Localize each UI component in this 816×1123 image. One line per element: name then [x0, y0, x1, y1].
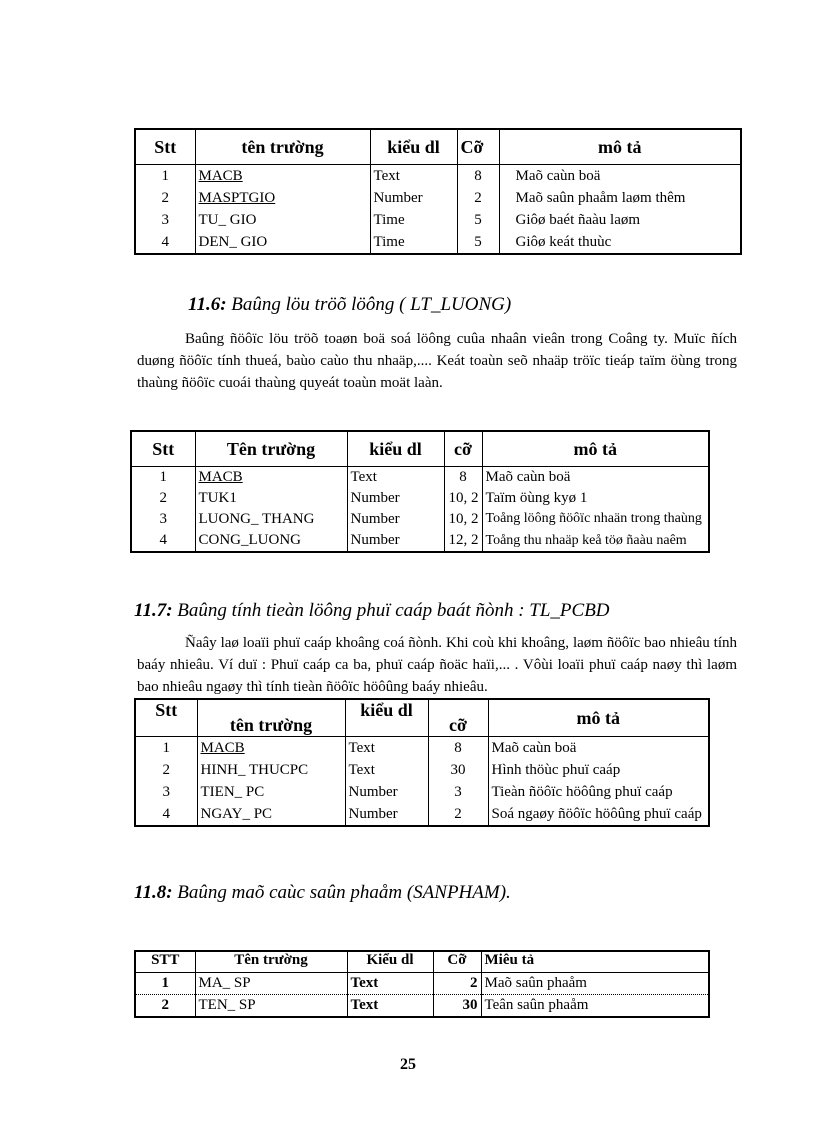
table-row — [135, 995, 709, 1018]
header-desc: Miêu tả — [481, 951, 709, 973]
cell: Text — [370, 165, 457, 188]
cell: TUK1 — [195, 488, 347, 509]
cell: MACB — [197, 737, 345, 760]
section-paragraph: Baûng ñöôïc löu tröõ toaøn boä soá löông cuûa nhaân vieân trong Coâng ty. Muïc ñích duøng ñöôïc tính thueá, baùo caùo thu nhaäp,.... Keát toaùn seõ nhaäp tröïc tieáp taïm öùng trong thaùng ñöôïc cuoái thaùng quyeát toaùn moät laàn. — [137, 331, 737, 391]
cell: HINH_ THUCPC — [197, 759, 345, 781]
table-3 — [134, 698, 710, 827]
cell: 2 — [131, 488, 195, 509]
cell: Maõ caùn boä — [491, 740, 577, 756]
cell: 10, 2 — [444, 509, 482, 530]
header-stt: Stt — [135, 129, 195, 165]
table-1 — [134, 128, 742, 255]
section-heading-11-8 — [134, 882, 511, 904]
header-size: cỡ — [428, 699, 488, 737]
cell: LUONG_ THANG — [195, 509, 347, 530]
header-desc: mô tả — [488, 699, 709, 737]
cell: Time — [370, 209, 457, 231]
header-size: cỡ — [444, 431, 482, 467]
cell: 2 — [135, 995, 195, 1018]
table-row — [135, 759, 709, 781]
cell: Maõ caùn boä — [515, 168, 601, 184]
table-header — [135, 951, 709, 973]
cell: Number — [370, 187, 457, 209]
section-title: Baûng maõ caùc saûn phaåm (SANPHAM). — [177, 882, 511, 903]
cell: 2 — [433, 973, 481, 995]
header-stt: Stt — [135, 699, 197, 737]
cell: Toång löông ñöôïc nhaän trong thaùng — [485, 511, 702, 526]
table-row — [131, 509, 709, 530]
cell: 2 — [135, 187, 195, 209]
cell: Text — [345, 759, 428, 781]
cell: Number — [345, 781, 428, 803]
table-row — [135, 973, 709, 995]
table-row — [135, 165, 741, 188]
table-header — [135, 129, 741, 165]
cell: Time — [370, 231, 457, 254]
cell: TU_ GIO — [195, 209, 370, 231]
header-desc: mô tả — [499, 129, 741, 165]
cell: Text — [347, 467, 444, 489]
cell: Number — [347, 530, 444, 552]
header-type: kiểu dl — [345, 699, 428, 737]
table-row — [135, 209, 741, 231]
cell: 30 — [428, 759, 488, 781]
cell: Giôø keát thuùc — [515, 234, 612, 250]
cell: 3 — [135, 781, 197, 803]
cell: Text — [347, 995, 433, 1018]
table-row — [131, 530, 709, 552]
cell: NGAY_ PC — [197, 803, 345, 826]
cell: Teân saûn phaåm — [481, 995, 709, 1018]
cell: 10, 2 — [444, 488, 482, 509]
table-header — [135, 699, 709, 737]
cell: TIEN_ PC — [197, 781, 345, 803]
cell: Number — [347, 488, 444, 509]
cell: 5 — [457, 209, 499, 231]
header-type: kiểu dl — [370, 129, 457, 165]
cell: MASPTGIO — [195, 187, 370, 209]
section-title: Baûng tính tieàn löông phuï caáp baát ñònh : TL_PCBD — [177, 600, 610, 621]
table-row — [135, 737, 709, 760]
cell: Maõ caùn boä — [485, 469, 571, 485]
cell: TEN_ SP — [195, 995, 347, 1018]
cell: 8 — [457, 165, 499, 188]
cell: 4 — [135, 231, 195, 254]
cell: Text — [347, 973, 433, 995]
section-number: 11.8: — [134, 882, 173, 903]
cell: Hình thöùc phuï caáp — [491, 762, 621, 778]
cell: 8 — [428, 737, 488, 760]
cell: Maõ saûn phaåm — [481, 973, 709, 995]
cell: MA_ SP — [195, 973, 347, 995]
section-heading-11-7 — [134, 600, 610, 622]
header-type: kiểu dl — [347, 431, 444, 467]
header-field: Tên trường — [195, 951, 347, 973]
cell: 1 — [135, 165, 195, 188]
cell: Number — [347, 509, 444, 530]
header-size: Cỡ — [457, 129, 499, 165]
cell: Toång thu nhaäp keå töø ñaàu naêm — [485, 533, 687, 548]
table-row — [135, 781, 709, 803]
cell: 2 — [135, 759, 197, 781]
cell: DEN_ GIO — [195, 231, 370, 254]
cell: 8 — [444, 467, 482, 489]
table-2 — [130, 430, 710, 553]
cell: 3 — [428, 781, 488, 803]
table-row — [135, 231, 741, 254]
section-number: 11.6: — [188, 294, 227, 315]
cell: 2 — [457, 187, 499, 209]
header-desc: mô tả — [482, 431, 709, 467]
cell: 4 — [131, 530, 195, 552]
cell: CONG_LUONG — [195, 530, 347, 552]
cell: MACB — [195, 165, 370, 188]
section-paragraph: Ñaây laø loaïi phuï caáp khoâng coá ñònh. Khi coù khi khoâng, laøm ñöôïc bao nhieâu tính baáy nhieâu. Ví duï : Phuï caáp ca ba, phuï caáp ñoäc haïi,... . Vôùi loaïi phuï caáp naøy thì laøm bao nhieâu ngaøy thì tính tieàn ñöôïc höôûng baáy nhieâu. — [137, 635, 737, 695]
cell: Taïm öùng kyø 1 — [485, 490, 588, 506]
section-number: 11.7: — [134, 600, 173, 621]
section-heading-11-6 — [188, 294, 511, 316]
cell: Giôø baét ñaàu laøm — [515, 212, 641, 228]
header-stt: Stt — [131, 431, 195, 467]
cell: 3 — [135, 209, 195, 231]
cell: 12, 2 — [444, 530, 482, 552]
page-number: 25 — [400, 1056, 416, 1073]
table-row — [131, 467, 709, 489]
cell: Text — [345, 737, 428, 760]
cell: 3 — [131, 509, 195, 530]
cell: 1 — [135, 737, 197, 760]
section-title: Baûng löu tröõ löông ( LT_LUONG) — [231, 294, 512, 315]
header-field: Tên trường — [195, 431, 347, 467]
cell: Number — [345, 803, 428, 826]
table-row — [131, 488, 709, 509]
table-row — [135, 187, 741, 209]
cell: Tieàn ñöôïc höôûng phuï caáp — [491, 784, 673, 800]
cell: 5 — [457, 231, 499, 254]
cell: MACB — [195, 467, 347, 489]
cell: 1 — [135, 973, 195, 995]
table-header — [131, 431, 709, 467]
cell: 2 — [428, 803, 488, 826]
cell: Soá ngaøy ñöôïc höôûng phuï caáp — [491, 806, 702, 822]
header-type: Kiểu dl — [347, 951, 433, 973]
cell: 4 — [135, 803, 197, 826]
cell: 30 — [433, 995, 481, 1018]
header-field: tên trường — [197, 699, 345, 737]
cell: 1 — [131, 467, 195, 489]
cell: Maõ saûn phaåm laøm thêm — [515, 190, 686, 206]
table-row — [135, 803, 709, 826]
header-field: tên trường — [195, 129, 370, 165]
table-4 — [134, 950, 710, 1018]
header-size: Cỡ — [433, 951, 481, 973]
header-stt: STT — [135, 951, 195, 973]
